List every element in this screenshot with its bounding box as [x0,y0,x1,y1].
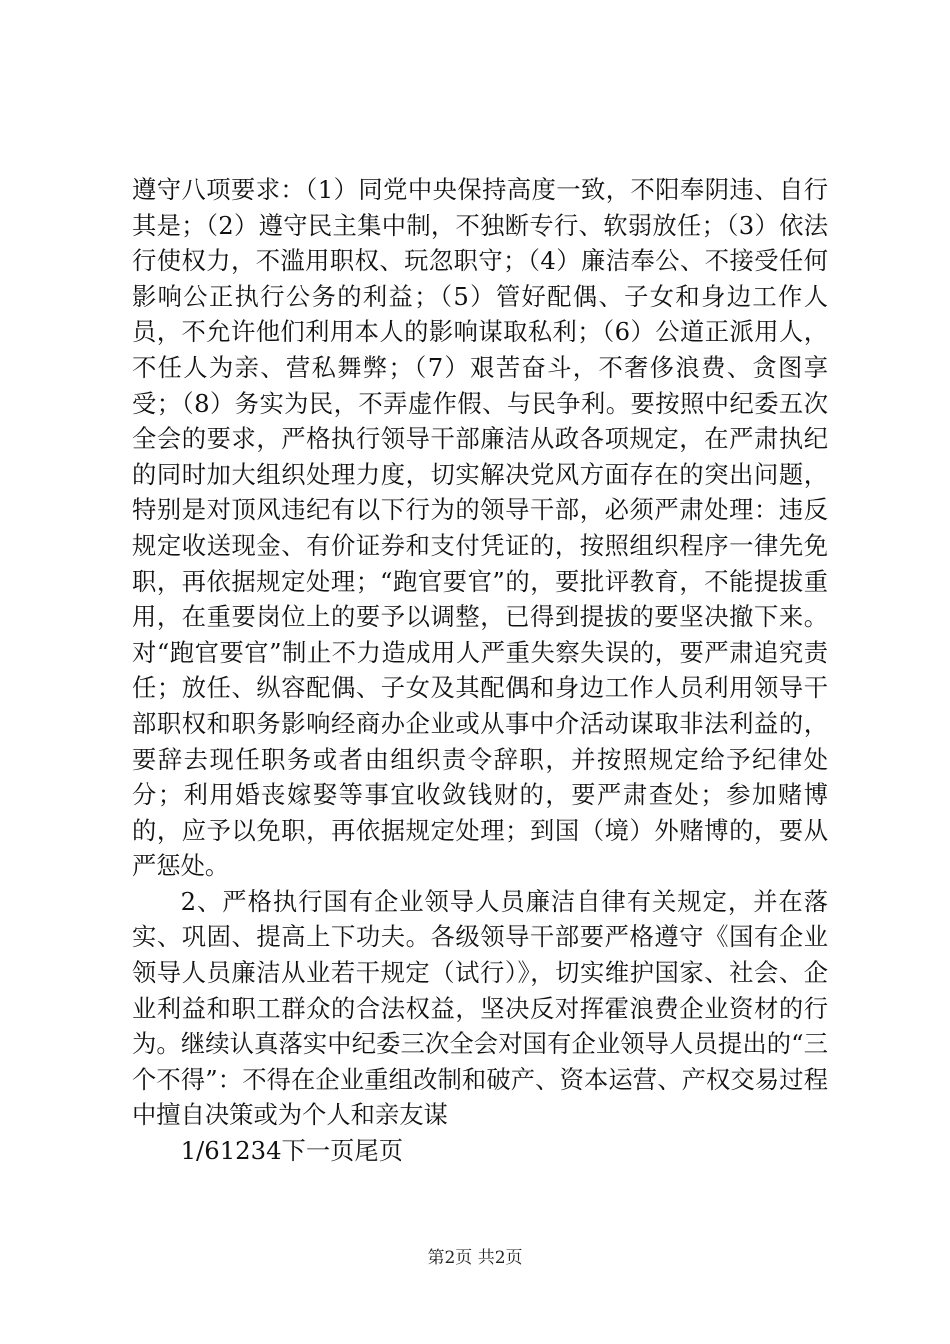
paragraph-eight-requirements: 遵守八项要求：（1）同党中央保持高度一致，不阳奉阴违、自行其是；（2）遵守民主集中制，不独断专行、软弱放任；（3）依法行使权力，不滥用职权、玩忽职守；（4）廉洁奉公、不接受任何影响公正执行公务的利益；（5）管好配偶、子女和身边工作人员，不允许他们利用本人的影响谋取私利；（6）公道正派用人，不任人为亲、营私舞弊；（7）艰苦奋斗，不奢侈浪费、贪图享受；（8）务实为民，不弄虚作假、与民争利。要按照中纪委五次全会的要求，严格执行领导干部廉洁从政各项规定，在严肃执纪的同时加大组织处理力度，切实解决党风方面存在的突出问题，特别是对顶风违纪有以下行为的领导干部，必须严肃处理：违反规定收送现金、有价证券和支付凭证的，按照组织程序一律先免职，再依据规定处理；“跑官要官”的，要批评教育，不能提拔重用，在重要岗位上的要予以调整，已得到提拔的要坚决撤下来。对“跑官要官”制止不力造成用人严重失察失误的，要严肃追究责任；放任、纵容配偶、子女及其配偶和身边工作人员利用领导干部职权和职务影响经商办企业或从事中介活动谋取非法利益的，要辞去现任职务或者由组织责令辞职，并按照规定给予纪律处分；利用婚丧嫁娶等事宜收敛钱财的，要严肃查处；参加赌博的，应予以免职，再依据规定处理；到国（境）外赌博的，要从严惩处。 [132,175,828,881]
page-navigation[interactable]: 1/61234下一页尾页 [180,1136,404,1166]
page-footer: 第2页 共2页 [427,1248,523,1268]
paragraph-soe-rules: 2、严格执行国有企业领导人员廉洁自律有关规定，并在落实、巩固、提高上下功夫。各级领导干部要严格遵守《国有企业领导人员廉洁从业若干规定（试行）》，切实维护国家、社会、企业利益和职工群众的合法权益，坚决反对挥霍浪费企业资材的行为。继续认真落实中纪委三次全会对国有企业领导人员提出的“三个不得”：不得在企业重组改制和破产、资本运营、产权交易过程中擅自决策或为个人和亲友谋 [132,886,828,1130]
document-body [132,172,828,1169]
